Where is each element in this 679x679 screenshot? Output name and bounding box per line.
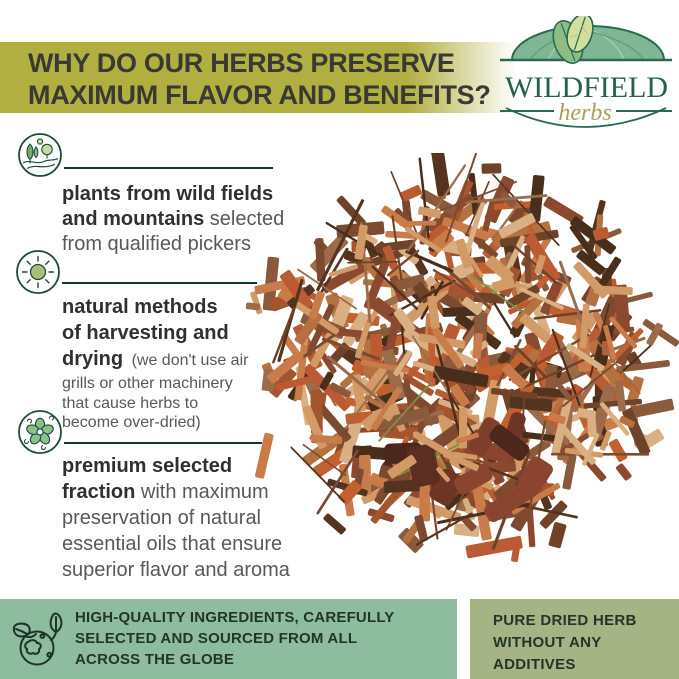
footer-banner-right xyxy=(470,599,679,679)
feature-1-line-2-bold: and mountains xyxy=(62,208,205,230)
feature-1-line-2-regular: selected xyxy=(204,208,285,230)
feature-2-line-4: grills or other machinery xyxy=(62,375,233,392)
footer-right-line-3: ADDITIVES xyxy=(493,656,576,673)
feature-3-line-2-regular: with maximum xyxy=(135,481,269,503)
footer-banner-left xyxy=(0,599,457,679)
globe-leaves-icon xyxy=(10,608,66,670)
brand-name: WILDFIELD xyxy=(505,71,668,104)
footer-right-text xyxy=(493,610,637,676)
page-title-line-1: WHY DO OUR HERBS PRESERVE xyxy=(28,48,455,78)
feature-3-line-1: premium selected xyxy=(62,455,233,477)
feature-2-line-1: natural methods xyxy=(62,296,218,318)
feature-2-line-3-bold: drying xyxy=(62,348,124,370)
herb-photo xyxy=(230,153,679,571)
flower-icon xyxy=(17,409,63,455)
feature-2-divider xyxy=(62,282,257,284)
brand-logo xyxy=(498,16,674,138)
footer-left-line-2: SELECTED AND SOURCED FROM ALL xyxy=(75,630,358,647)
page-title-line-2: MAXIMUM FLAVOR AND BENEFITS? xyxy=(28,80,491,110)
footer-left-line-1: HIGH-QUALITY INGREDIENTS, CAREFULLY xyxy=(75,609,395,626)
dried-herb-pile-image xyxy=(230,153,679,571)
wildfield-logo-icon xyxy=(498,16,674,138)
field-landscape-icon xyxy=(17,132,63,178)
feature-2-line-5: that cause herbs to xyxy=(62,394,199,412)
feature-3-line-2-bold: fraction xyxy=(62,481,136,503)
feature-3-line-3: preservation of natural xyxy=(62,507,262,529)
feature-1-line-1: plants from wild fields xyxy=(62,183,274,205)
feature-2-line-3-small: (we don't use air xyxy=(127,352,249,369)
footer-right-line-2: WITHOUT ANY xyxy=(493,634,602,651)
brand-sub-name: herbs xyxy=(558,100,612,126)
sun-icon xyxy=(15,249,61,295)
feature-3-line-5: superior flavor and aroma xyxy=(62,559,290,581)
footer-left-line-3: ACROSS THE GLOBE xyxy=(75,651,235,668)
feature-2-line-6: become over-dried) xyxy=(62,414,201,431)
feature-2-line-2: of harvesting and xyxy=(62,322,229,344)
feature-3-line-4: essential oils that ensure xyxy=(62,533,283,555)
feature-1-line-3: from qualified pickers xyxy=(62,233,251,255)
footer-right-line-1: PURE DRIED HERB xyxy=(493,612,637,629)
footer-left-text xyxy=(75,607,395,670)
